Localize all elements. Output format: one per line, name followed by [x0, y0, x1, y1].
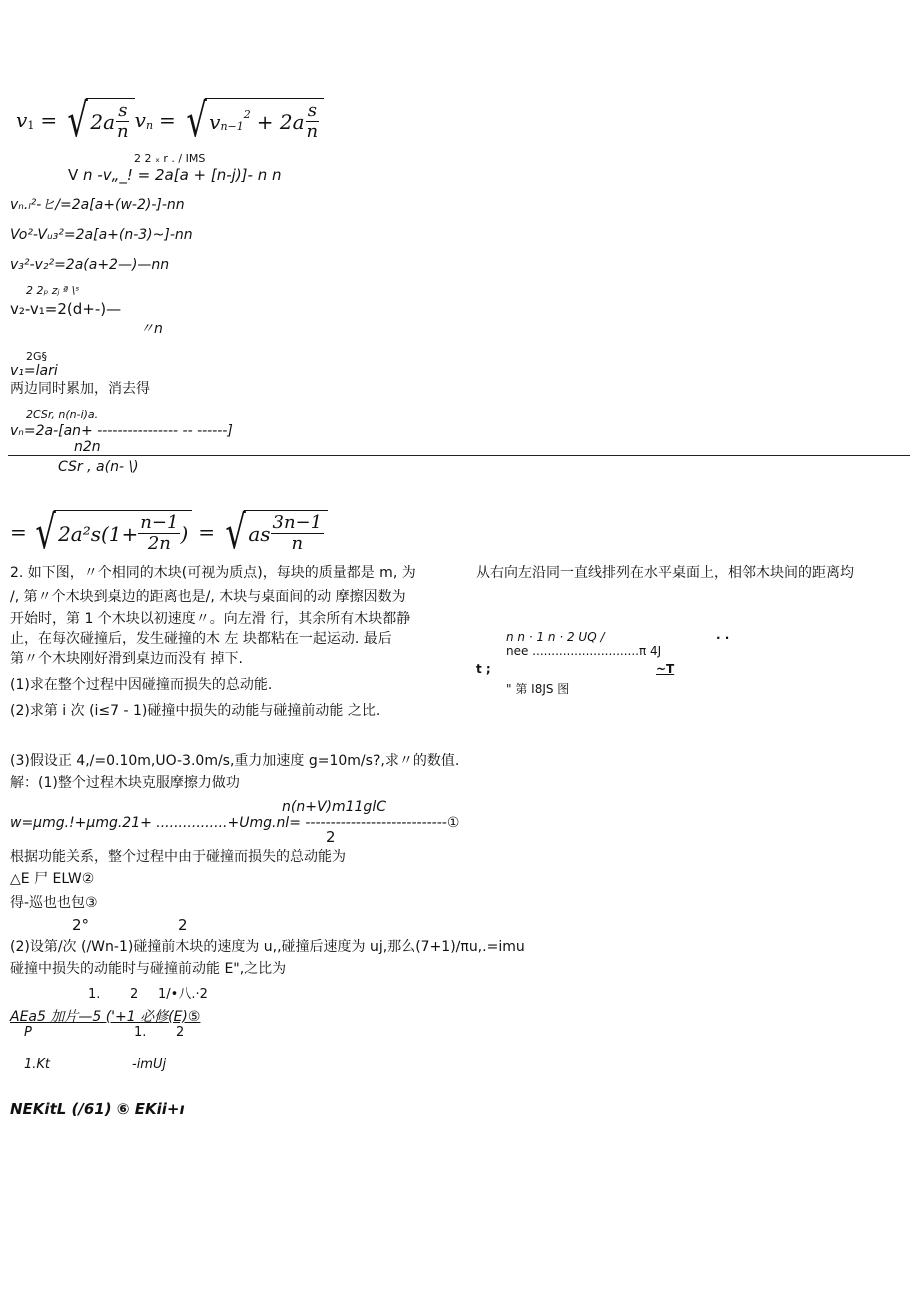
- formula-sub: n: [145, 118, 154, 132]
- sqrt-2: √ v n−1 2 + 2a $\frac{s}{n}$: [182, 97, 324, 143]
- formula-text: v: [134, 108, 146, 132]
- text: n -v„_! = 2a[a + [n-j)]- n n: [83, 166, 282, 184]
- equation-line: v₁=lari: [10, 363, 58, 379]
- frac-num: s: [307, 100, 317, 121]
- superscript-line: 2CSr, n(n-i)a.: [26, 408, 99, 421]
- frac-den: n: [291, 533, 304, 554]
- frac-den: n: [306, 121, 319, 142]
- formula-sup: 2: [243, 108, 251, 121]
- equation-line: n2n: [74, 439, 101, 455]
- solution-line: 2: [176, 1025, 185, 1040]
- formula-text: 2a: [90, 109, 116, 134]
- figure-label: n n · 1 n · 2 UQ /: [506, 630, 605, 644]
- equation-line: Vo²-Vᵤ₃²=2a[a+(n-3)~]-nn: [10, 227, 193, 243]
- fraction: [305, 101, 321, 142]
- solution-line: 2: [178, 916, 188, 934]
- frac-num: 3n−1: [272, 512, 323, 533]
- problem-line: 止，在每次碰撞后，发生碰撞的木 左 块都粘在一起运动. 最后: [10, 631, 392, 647]
- text-line: 两边同时累加，消去得: [10, 381, 150, 397]
- frac-den: n: [117, 121, 129, 142]
- superscript-line: 2 2 ₓ r . / IMS: [134, 152, 206, 165]
- formula-vn: [10, 506, 328, 558]
- solution-line: 1.Kt: [24, 1057, 51, 1072]
- formula-eq: =: [10, 520, 27, 544]
- sqrt-3: √ 2a²s(1+ $\frac{n-1}{2n}$ ): [31, 509, 192, 555]
- figure-label: nee ............................π 4J: [506, 644, 662, 658]
- problem-line-right: 从右向左沿同一直线排列在水平桌面上，相邻木块间的距离均: [476, 565, 854, 581]
- equation-line: vₙ.ₗ²-ヒ/=2a[a+(w-2)-]-nn: [10, 197, 185, 213]
- equation-line: v₂-v₁=2(d+-)—: [10, 300, 122, 318]
- fraction: [138, 513, 180, 554]
- solution-line: 2: [130, 987, 139, 1002]
- solution-line: 根据功能关系，整个过程中由于碰撞而损失的总动能为: [10, 849, 346, 865]
- text: V: [68, 166, 79, 184]
- solution-line: 2: [326, 828, 336, 846]
- solution-line: -imUj: [132, 1057, 167, 1072]
- formula-sub: n−1: [220, 120, 244, 133]
- formula-eq: =: [40, 108, 58, 132]
- solution-line: n(n+V)m11glC: [282, 799, 386, 815]
- solution-line: 碰撞中损失的动能时与碰撞前动能 E",之比为: [10, 961, 287, 977]
- equation-line: v₃²-v₂²=2a(a+2—)—nn: [10, 257, 170, 273]
- problem-line: (2)求第 i 次 (i≤7 - 1)碰撞中损失的动能与碰撞前动能 之比.: [10, 703, 381, 719]
- solution-line: NEKitL (/61) ⑥ EKii+ı: [10, 1100, 185, 1118]
- formula-text: ): [180, 521, 189, 546]
- formula-text: v: [16, 108, 28, 132]
- equation-line: [68, 166, 282, 184]
- solution-line: 得-巡也也包③: [10, 895, 98, 911]
- solution-line: P: [24, 1025, 32, 1040]
- frac-den: 2n: [147, 533, 171, 554]
- fraction: [115, 101, 131, 142]
- equation-line: vₙ=2a-[an+ ---------------- -- ------]: [10, 423, 233, 439]
- solution-line: w=μmg.!+μmg.21+ ................+Umg.nl= ----------------------------①: [10, 815, 460, 831]
- solution-line: (2)设第/次 (/Wn-1)碰撞前木块的速度为 u,,碰撞后速度为 uj,那么(7+1)∕πu,.=imu: [10, 939, 525, 955]
- formula-text: as: [248, 521, 271, 546]
- solution-line: 1.: [88, 987, 101, 1002]
- problem-line: 第〃个木块刚好滑到桌边而没有 掉下.: [10, 651, 243, 667]
- problem-line: (3)假设正 4,/=0.10m,UO-3.0m/s,重力加速度 g=10m/s?,求〃的数值.: [10, 753, 460, 769]
- figure-label: ~T: [656, 662, 675, 676]
- fraction: [271, 513, 325, 554]
- superscript-line: 2 2ₚ zⱼ ª \ˢ: [26, 284, 80, 297]
- sqrt-1: √ 2a $\frac{s}{n}$: [63, 97, 135, 143]
- formula-eq: =: [159, 108, 176, 132]
- frac-num: n−1: [140, 512, 179, 533]
- equation-line: 〃n: [140, 321, 163, 337]
- frac-num: s: [118, 100, 128, 121]
- figure-caption: " 第 I8JS 图: [506, 682, 570, 696]
- problem-line: 2. 如下图，〃个相同的木块(可视为质点)，每块的质量都是 m, 为: [10, 565, 416, 581]
- sqrt-4: √ as $\frac{3n-1}{n}$: [221, 509, 328, 555]
- solution-line: △E 尸 ELW②: [10, 871, 95, 887]
- problem-line: 开始时，第 1 个木块以初速度〃。向左滑 行，其余所有木块都静: [10, 611, 411, 627]
- problem-line: /, 第〃个木块到桌边的距离也是/, 木块与桌面间的动 摩擦因数为: [10, 589, 406, 605]
- formula-text: 2a²s(1+: [58, 521, 139, 546]
- problem-line: (1)求在整个过程中因碰撞而损失的总动能.: [10, 677, 273, 693]
- solution-line: 2°: [72, 916, 90, 934]
- formula-v1: [16, 92, 324, 148]
- figure-label: t ;: [476, 662, 491, 676]
- solution-line: 1.: [134, 1025, 147, 1040]
- formula-sub: 1: [27, 118, 35, 132]
- superscript-line: 2G§: [26, 350, 48, 363]
- formula-text: + 2a: [256, 109, 305, 134]
- solution-line: AEa5 加片—5 ('+1 必修(E)⑤: [10, 1009, 201, 1025]
- horizontal-divider: [8, 455, 910, 456]
- solution-line: 解：(1)整个过程木块克服摩擦力做功: [10, 775, 240, 791]
- equation-line: CSr , a(n- \): [58, 459, 139, 475]
- formula-text: v: [209, 109, 221, 134]
- formula-eq: =: [198, 520, 216, 544]
- solution-line: 1/•八.·2: [158, 987, 208, 1002]
- figure-dots: . .: [716, 628, 730, 642]
